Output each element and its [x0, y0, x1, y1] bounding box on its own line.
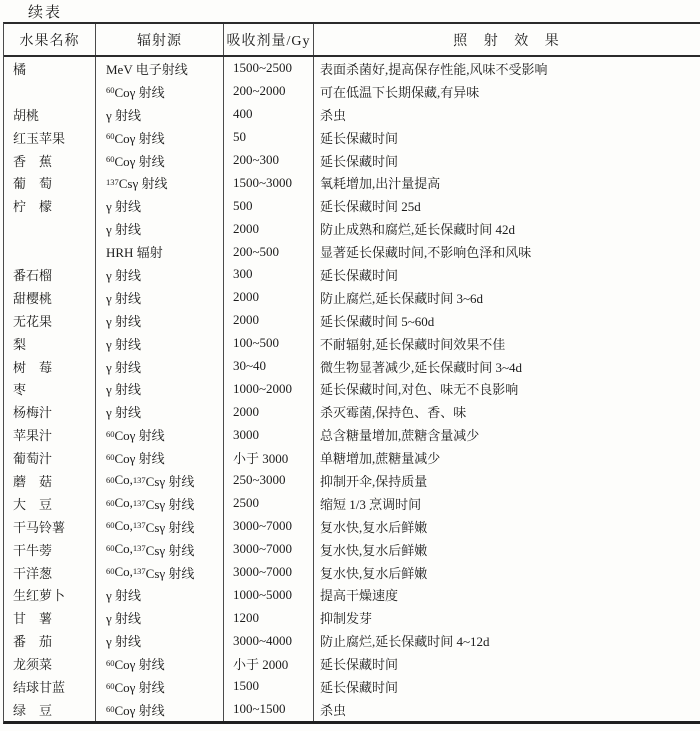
radiation-source-cell: $^{60}$ Coγ 射线 — [96, 126, 224, 149]
table-row — [4, 217, 700, 240]
fruit-name-cell: 葡 萄 — [4, 171, 96, 194]
fruit-name-cell: 干马铃薯 — [4, 515, 96, 538]
radiation-source-cell: γ 射线 — [96, 286, 224, 309]
table-row — [4, 515, 700, 538]
fruit-name-cell: 绿 豆 — [4, 698, 96, 721]
absorbed-dose-cell: 50 — [224, 126, 314, 149]
radiation-source-cell: $^{60}$ Coγ 射线 — [96, 675, 224, 698]
irradiation-effect-cell: 防止腐烂,延长保藏时间 4~12d — [320, 634, 490, 650]
fruit-name-cell: 甜樱桃 — [4, 286, 96, 309]
radiation-source-cell: γ 射线 — [96, 400, 224, 423]
radiation-source-cell: γ 射线 — [96, 377, 224, 400]
irradiation-effect-cell: 表面杀菌好,提高保存性能,风味不受影响 — [320, 61, 548, 77]
fruit-name-cell: 蘑 菇 — [4, 469, 96, 492]
radiation-source-cell: $^{60}$ Co, $^{137}$ Csγ 射线 — [96, 561, 224, 584]
radiation-source-cell: γ 射线 — [96, 263, 224, 286]
fruit-name-cell: 番 茄 — [4, 629, 96, 652]
irradiation-effect-cell: 延长保藏时间 — [320, 679, 399, 695]
table-header-row — [4, 24, 700, 57]
table-row — [4, 57, 700, 80]
table-row — [4, 446, 700, 469]
radiation-source-cell: $^{60}$ Co, $^{137}$ Csγ 射线 — [96, 538, 224, 561]
header-irradiation-effect: 照 射 效 果 — [453, 33, 561, 49]
radiation-source-cell: γ 射线 — [96, 309, 224, 332]
table-row — [4, 126, 700, 149]
table-row — [4, 538, 700, 561]
table-row — [4, 698, 700, 721]
fruit-name-cell: 树 莓 — [4, 355, 96, 378]
irradiation-effect-cell: 延长保藏时间 — [320, 267, 399, 283]
table-continued-label: 续表 — [28, 5, 63, 21]
fruit-name-cell: 香 蕉 — [4, 149, 96, 172]
table-row — [4, 423, 700, 446]
table-row — [4, 309, 700, 332]
table-row — [4, 355, 700, 378]
irradiation-effect-cell: 氧耗增加,出汁量提高 — [320, 176, 441, 192]
irradiation-effect-cell: 总含糖量增加,蔗糖含量减少 — [320, 428, 480, 444]
radiation-source-cell: $^{60}$ Co, $^{137}$ Csγ 射线 — [96, 492, 224, 515]
irradiation-effect-cell: 延长保藏时间 25d — [320, 199, 421, 215]
fruit-name-cell — [4, 80, 96, 103]
irradiation-effect-cell: 可在低温下长期保藏,有异味 — [320, 84, 480, 100]
absorbed-dose-cell: 2000 — [224, 286, 314, 309]
absorbed-dose-cell: 400 — [224, 103, 314, 126]
radiation-source-cell: $^{60}$ Coγ 射线 — [96, 698, 224, 721]
table-row — [4, 103, 700, 126]
absorbed-dose-cell: 3000 — [224, 423, 314, 446]
fruit-name-cell: 干洋葱 — [4, 561, 96, 584]
absorbed-dose-cell: 1000~5000 — [224, 583, 314, 606]
table-row — [4, 332, 700, 355]
irradiation-effect-cell: 提高干燥速度 — [320, 588, 399, 604]
irradiation-effect-cell: 杀虫 — [320, 107, 347, 123]
irradiation-effect-cell: 抑制开伞,保持质量 — [320, 473, 428, 489]
fruit-name-cell: 结球甘蓝 — [4, 675, 96, 698]
fruit-name-cell: 大 豆 — [4, 492, 96, 515]
header-radiation-source: 辐射源 — [96, 24, 224, 55]
irradiation-effect-cell: 复水快,复水后鲜嫩 — [320, 519, 428, 535]
irradiation-effect-cell: 防止腐烂,延长保藏时间 3~6d — [320, 290, 484, 306]
table-row — [4, 675, 700, 698]
fruit-name-cell: 生红萝卜 — [4, 583, 96, 606]
radiation-source-cell: γ 射线 — [96, 103, 224, 126]
radiation-source-cell: γ 射线 — [96, 355, 224, 378]
absorbed-dose-cell: 2500 — [224, 492, 314, 515]
absorbed-dose-cell: 1500 — [224, 675, 314, 698]
irradiation-effect-cell: 延长保藏时间,对色、味无不良影响 — [320, 382, 519, 398]
irradiation-effect-cell: 杀虫 — [320, 702, 347, 718]
irradiation-effect-cell: 单糖增加,蔗糖量减少 — [320, 451, 441, 467]
radiation-source-cell: $^{60}$ Coγ 射线 — [96, 652, 224, 675]
fruit-name-cell: 橘 — [4, 57, 96, 80]
fruit-name-cell: 无花果 — [4, 309, 96, 332]
absorbed-dose-cell: 1500~3000 — [224, 171, 314, 194]
absorbed-dose-cell: 200~300 — [224, 149, 314, 172]
absorbed-dose-cell: 200~2000 — [224, 80, 314, 103]
table-row — [4, 400, 700, 423]
absorbed-dose-cell: 500 — [224, 194, 314, 217]
absorbed-dose-cell: 3000~7000 — [224, 538, 314, 561]
table-body — [4, 57, 700, 721]
header-fruit-name: 水果名称 — [4, 24, 96, 55]
absorbed-dose-cell: 1200 — [224, 606, 314, 629]
table-row — [4, 149, 700, 172]
irradiation-effects-table — [3, 22, 700, 724]
irradiation-effect-cell: 防止成熟和腐烂,延长保藏时间 42d — [320, 222, 516, 238]
irradiation-effect-cell: 不耐辐射,延长保藏时间效果不佳 — [320, 336, 506, 352]
table-row — [4, 171, 700, 194]
table-row — [4, 652, 700, 675]
table-row — [4, 629, 700, 652]
fruit-name-cell: 番石榴 — [4, 263, 96, 286]
fruit-name-cell: 柠 檬 — [4, 194, 96, 217]
radiation-source-cell: $^{60}$ Coγ 射线 — [96, 80, 224, 103]
radiation-source-cell: MeV 电子射线 — [96, 57, 224, 80]
radiation-source-cell: γ 射线 — [96, 629, 224, 652]
fruit-name-cell: 葡萄汁 — [4, 446, 96, 469]
irradiation-effect-cell: 复水快,复水后鲜嫩 — [320, 542, 428, 558]
absorbed-dose-cell: 1000~2000 — [224, 377, 314, 400]
table-row — [4, 606, 700, 629]
irradiation-effect-cell: 缩短 1/3 烹调时间 — [320, 496, 422, 512]
fruit-name-cell: 干牛蒡 — [4, 538, 96, 561]
absorbed-dose-cell: 小于 2000 — [224, 652, 314, 675]
irradiation-effect-cell: 显著延长保藏时间,不影响色泽和风味 — [320, 245, 532, 261]
table-row — [4, 286, 700, 309]
radiation-source-cell: γ 射线 — [96, 332, 224, 355]
radiation-source-cell: $^{60}$ Coγ 射线 — [96, 423, 224, 446]
radiation-source-cell: $^{60}$ Co, $^{137}$ Csγ 射线 — [96, 469, 224, 492]
fruit-name-cell: 苹果汁 — [4, 423, 96, 446]
irradiation-effect-cell: 杀灭霉菌,保持色、香、味 — [320, 405, 467, 421]
radiation-source-cell: $^{60}$ Coγ 射线 — [96, 446, 224, 469]
table-row — [4, 240, 700, 263]
absorbed-dose-cell: 2000 — [224, 217, 314, 240]
radiation-source-cell: γ 射线 — [96, 606, 224, 629]
table-row — [4, 377, 700, 400]
fruit-name-cell: 甘 薯 — [4, 606, 96, 629]
absorbed-dose-cell: 3000~7000 — [224, 515, 314, 538]
absorbed-dose-cell: 100~500 — [224, 332, 314, 355]
radiation-source-cell: γ 射线 — [96, 217, 224, 240]
absorbed-dose-cell: 100~1500 — [224, 698, 314, 721]
table-row — [4, 561, 700, 584]
fruit-name-cell: 枣 — [4, 377, 96, 400]
irradiation-effect-cell: 延长保藏时间 — [320, 153, 399, 169]
radiation-source-cell: γ 射线 — [96, 583, 224, 606]
fruit-name-cell — [4, 217, 96, 240]
radiation-source-cell: $^{60}$ Co, $^{137}$ Csγ 射线 — [96, 515, 224, 538]
table-row — [4, 263, 700, 286]
radiation-source-cell: γ 射线 — [96, 194, 224, 217]
irradiation-effect-cell: 延长保藏时间 5~60d — [320, 313, 435, 329]
absorbed-dose-cell: 2000 — [224, 309, 314, 332]
irradiation-effect-cell: 延长保藏时间 — [320, 130, 399, 146]
fruit-name-cell — [4, 240, 96, 263]
absorbed-dose-cell: 200~500 — [224, 240, 314, 263]
table-row — [4, 492, 700, 515]
table-row — [4, 469, 700, 492]
fruit-name-cell: 龙须菜 — [4, 652, 96, 675]
fruit-name-cell: 杨梅汁 — [4, 400, 96, 423]
irradiation-effect-cell: 延长保藏时间 — [320, 657, 399, 673]
radiation-source-cell: $^{60}$ Coγ 射线 — [96, 149, 224, 172]
fruit-name-cell: 胡桃 — [4, 103, 96, 126]
absorbed-dose-cell: 300 — [224, 263, 314, 286]
radiation-source-cell: HRH 辐射 — [96, 240, 224, 263]
absorbed-dose-cell: 2000 — [224, 400, 314, 423]
fruit-name-cell: 红玉苹果 — [4, 126, 96, 149]
header-absorbed-dose: 吸收剂量/Gy — [224, 24, 314, 55]
irradiation-effect-cell: 微生物显著减少,延长保藏时间 3~4d — [320, 359, 523, 375]
absorbed-dose-cell: 小于 3000 — [224, 446, 314, 469]
table-row — [4, 583, 700, 606]
table-row — [4, 80, 700, 103]
absorbed-dose-cell: 30~40 — [224, 355, 314, 378]
absorbed-dose-cell: 3000~7000 — [224, 561, 314, 584]
irradiation-effect-cell: 复水快,复水后鲜嫩 — [320, 565, 428, 581]
absorbed-dose-cell: 250~3000 — [224, 469, 314, 492]
fruit-name-cell: 梨 — [4, 332, 96, 355]
table-row — [4, 194, 700, 217]
radiation-source-cell: $^{137}$ Csγ 射线 — [96, 171, 224, 194]
absorbed-dose-cell: 3000~4000 — [224, 629, 314, 652]
irradiation-effect-cell: 抑制发芽 — [320, 611, 373, 627]
absorbed-dose-cell: 1500~2500 — [224, 57, 314, 80]
